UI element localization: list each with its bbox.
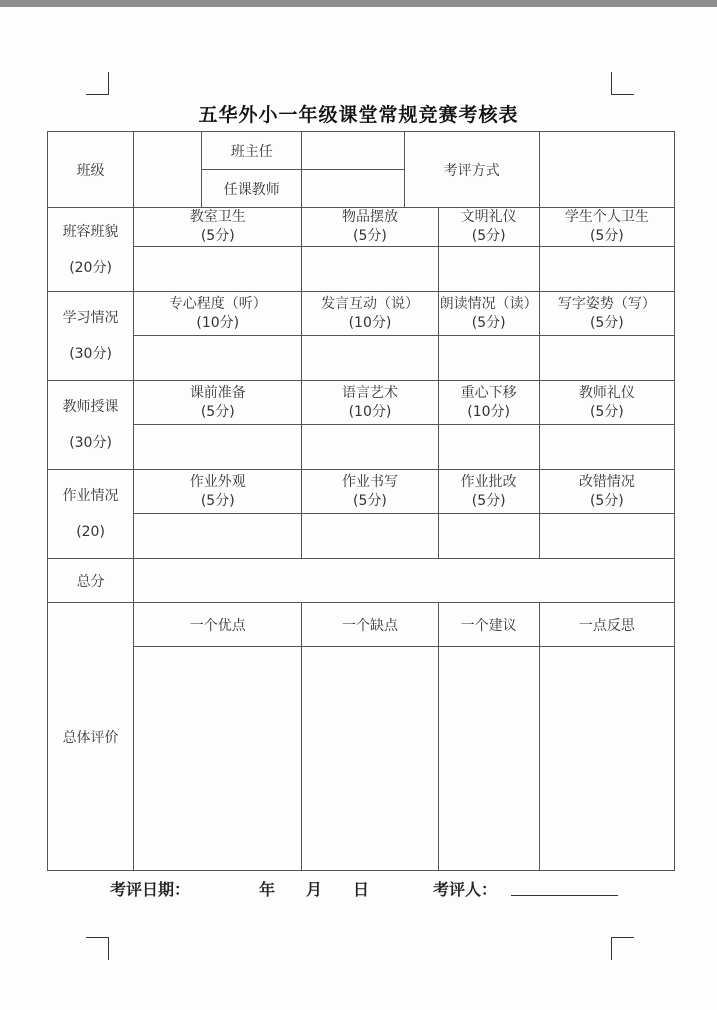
item-name: 重心下移 [460, 384, 517, 401]
weakness-header: 一个缺点 [302, 603, 438, 647]
score-entry-cell[interactable] [134, 247, 302, 292]
item-name: 写字姿势（写） [557, 295, 656, 312]
item-header [302, 292, 438, 336]
subject-teacher-value-field[interactable] [302, 170, 404, 208]
item-score: (5分) [471, 492, 506, 509]
head-teacher-value-field[interactable] [302, 132, 404, 170]
reflection-entry[interactable] [539, 647, 674, 871]
item-score: (10分) [467, 403, 511, 420]
section-category [48, 208, 134, 292]
footer [0, 877, 717, 901]
item-name: 作业书写 [341, 473, 398, 490]
item-name: 物品摆放 [341, 209, 398, 225]
signature-line[interactable] [511, 895, 618, 896]
item-score: (10分) [348, 403, 392, 420]
subject-teacher-label: 任课教师 [202, 170, 302, 208]
item-score: (5分) [200, 228, 235, 244]
item-header [438, 292, 539, 336]
item-header [302, 470, 438, 514]
date-label: 考评日期： [110, 880, 191, 899]
item-header [438, 381, 539, 425]
section-name: 学习情况 [62, 310, 119, 326]
score-entry-cell[interactable] [539, 425, 674, 470]
suggestion-header: 一个建议 [438, 603, 539, 647]
section-name: 班容班貌 [62, 223, 119, 240]
item-score: (5分) [471, 228, 506, 244]
score-entry-cell[interactable] [302, 514, 438, 559]
item-name: 朗读情况（读） [439, 295, 538, 312]
score-entry-cell[interactable] [302, 336, 438, 381]
year-label: 年 [259, 880, 276, 899]
form-title: 五华外小一年级课堂常规竞赛考核表 [198, 104, 519, 126]
strength-header: 一个优点 [134, 603, 302, 647]
section-points: (30分) [69, 435, 112, 451]
section-category [48, 292, 134, 381]
item-header [438, 208, 539, 247]
head-teacher-label: 班主任 [202, 132, 302, 170]
assessment-table [47, 131, 675, 871]
item-name: 文明礼仪 [460, 209, 517, 225]
item-header [134, 381, 302, 425]
item-name: 学生个人卫生 [564, 209, 649, 225]
top-border-bar [0, 0, 717, 7]
eval-method-value-field[interactable] [539, 132, 674, 208]
item-name: 专心程度（听） [168, 295, 267, 312]
crop-mark-bottom-right [611, 937, 634, 960]
item-name: 作业外观 [189, 473, 246, 490]
score-entry-cell[interactable] [302, 425, 438, 470]
evaluator-label: 考评人： [433, 880, 498, 899]
item-header [134, 208, 302, 247]
strength-entry[interactable] [134, 647, 302, 871]
item-score: (5分) [589, 228, 624, 244]
weakness-entry[interactable] [302, 647, 438, 871]
crop-mark-bottom-left [86, 937, 109, 960]
item-header [134, 292, 302, 336]
day-label: 日 [353, 880, 370, 899]
item-score: (10分) [196, 314, 240, 331]
score-entry-cell[interactable] [134, 336, 302, 381]
item-score: (5分) [589, 492, 624, 509]
score-entry-cell[interactable] [539, 514, 674, 559]
section-category [48, 381, 134, 470]
item-score: (10分) [348, 314, 392, 331]
section-name: 作业情况 [62, 488, 119, 504]
item-score: (5分) [200, 492, 235, 509]
item-header [134, 470, 302, 514]
item-score: (5分) [471, 314, 506, 331]
score-entry-cell[interactable] [302, 247, 438, 292]
suggestion-entry[interactable] [438, 647, 539, 871]
total-score-field[interactable] [134, 559, 675, 603]
reflection-header: 一点反思 [539, 603, 674, 647]
class-value-field[interactable] [134, 132, 202, 208]
crop-mark-top-left [86, 72, 109, 95]
item-header [539, 470, 674, 514]
item-name: 发言互动（说） [320, 295, 419, 312]
section-points: (20) [76, 524, 105, 540]
item-name: 教室卫生 [189, 209, 246, 225]
score-entry-cell[interactable] [134, 514, 302, 559]
month-label: 月 [306, 880, 323, 899]
item-header [539, 208, 674, 247]
item-header [438, 470, 539, 514]
item-score: (5分) [353, 492, 387, 509]
item-header [302, 208, 438, 247]
score-entry-cell[interactable] [438, 425, 539, 470]
score-entry-cell[interactable] [134, 425, 302, 470]
crop-mark-top-right [611, 72, 634, 95]
item-score: (5分) [589, 314, 624, 331]
item-header [539, 381, 674, 425]
section-name: 教师授课 [62, 399, 119, 415]
score-entry-cell[interactable] [539, 336, 674, 381]
item-header [539, 292, 674, 336]
eval-method-label: 考评方式 [404, 132, 539, 208]
section-points: (20分) [69, 259, 112, 276]
total-label: 总分 [48, 559, 134, 603]
item-name: 语言艺术 [341, 384, 398, 401]
item-score: (5分) [589, 403, 624, 420]
score-entry-cell[interactable] [438, 514, 539, 559]
item-score: (5分) [200, 403, 235, 420]
section-category [48, 470, 134, 559]
overall-label: 总体评价 [48, 603, 134, 871]
item-name: 改错情况 [578, 473, 635, 490]
score-entry-cell[interactable] [539, 247, 674, 292]
score-entry-cell[interactable] [438, 247, 539, 292]
score-entry-cell[interactable] [438, 336, 539, 381]
item-name: 课前准备 [189, 384, 246, 401]
class-label: 班级 [48, 132, 134, 208]
item-name: 教师礼仪 [578, 384, 635, 401]
item-name: 作业批改 [460, 473, 517, 490]
item-score: (5分) [353, 228, 387, 244]
item-header [302, 381, 438, 425]
section-points: (30分) [69, 346, 112, 362]
